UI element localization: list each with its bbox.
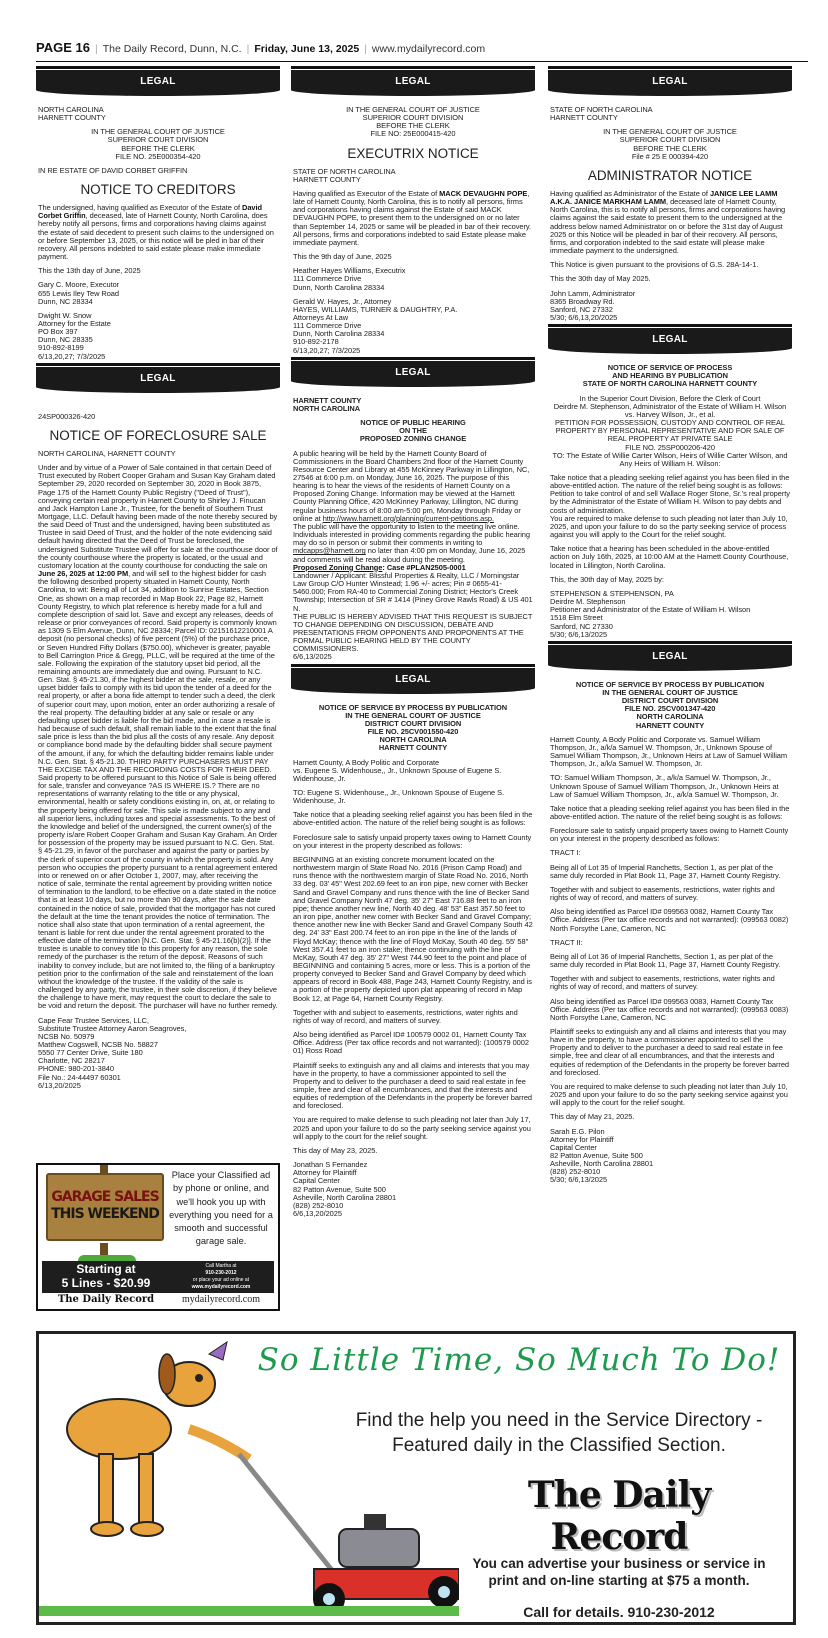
notice-line: BEFORE THE CLERK [376,121,450,131]
notice-pt [550,515,790,539]
notice-line: HARNETT COUNTY [378,743,448,753]
text-segment: BEGINNING at an existing concrete monument located on the northwestern margin of State Road No. 2016 (Prison Camp Road) and runs thence with the northwestern margin of State Road No. 2016, North 33 deg. 03' 45" West 202.69 feet to an iron pipe, new corner with Becker Sand and Gravel Company and runs thence with the line of Becker Sand and Gravel Company North 47 deg. 35' 27" East 716.88 feet to an iron pipe; thence another new line, North 40 deg. 48' 53" East 357.50 feet to an iron pipe, another new corner with Becker Sand and Gravel Company; thence another new line with Becker Sand and Gravel Company South 42 deg. 24' 33" East 200.74 feet to an iron pipe in the line of the lands of Floyd McKay; thence with the line of Floyd McKay, South 40 deg. 55' 58" West 357.41 feet to an iron stake; thence continuing with the line of McKay, South 47 deg. 35' 27" West 744.90 feet to the point and place of BEGINNING and containing 5 acres, more or less. This is a portion of the property conveyed to Becker Sand and Gravel Company by deed which appears of record in Book 488, Page 243, Harnett County Registry, and is a portion of the property depicted upon plat appearing of record in Map Book 12, at Page 64, Harnett County Registry. [293,854,533,1003]
notice-line: 6/13,20,27; 7/3/2025 [293,345,361,355]
notice-bcenter [550,364,790,388]
notice-p [293,1147,533,1155]
service-directory-ad[interactable] [36,1331,796,1625]
executrix-notice [291,106,535,355]
notice-line: Charlotte, NC 28217 [38,1056,105,1066]
paper-name: The Daily Record, Dunn, N.C. [102,43,242,55]
text-segment: Together with and subject to easements, restrictions, water rights and rights of way of record, and matters of survey. [293,1007,518,1025]
text-segment: Foreclosure sale to satisfy unpaid property taxes owing to Harnett County on your interest in the property described as follows: [293,832,532,850]
public-hearing-zoning-notice [291,397,535,662]
issue-date: Friday, June 13, 2025 [254,43,360,55]
notice-line: STATE OF NORTH CAROLINA HARNETT COUNTY [582,379,758,389]
notice-p [550,864,790,880]
notice-line: Sanford, NC 27332 [550,304,613,314]
page-header [36,40,808,56]
text-segment: You are required to make defense to such pleading not later than July 10, 2025 and upon your failure to do so the party seeking service against you will apply to the court for the relief sought. [550,1081,788,1108]
text-segment: This day of May 21, 2025. [550,1112,635,1122]
notice-line: NOTICE OF SERVICE BY PROCESS BY PUBLICATION [575,679,765,689]
notice-p [293,789,533,805]
notice-line: 5/30; 6/6,13,20/2025 [550,312,618,322]
legal-section-header [291,357,535,387]
notice-line: Dwight W. Snow [38,310,92,320]
text-segment: This day of May 23, 2025. [293,1145,378,1155]
text-segment: Foreclosure sale to satisfy unpaid property taxes owing to Harnett County on your interest in the property described as follows: [550,826,789,844]
notice-p [550,849,790,857]
notice-line: NORTH CAROLINA [379,735,447,745]
notice-p [293,190,533,247]
notice-line: DISTRICT COURT DIVISION [621,696,719,706]
notice-line: PHONE: 980-201-3840 [38,1064,114,1074]
notice-line: ON THE [399,426,427,436]
page-number: PAGE 16 [36,40,90,55]
text-segment: Also being identified as Parcel ID# 100579 0002 01, Harnett County Tax Office. Address (Per tax office records and not warranted): (100579 0002 01) Ross Road [293,1030,529,1056]
notice-lines [293,1161,533,1218]
text-segment: Under and by virtue of a Power of Sale contained in that certain Deed of Trust executed by Robert Cooper Graham and Susan Kay Graham dated September 29, 2020 recorded on September 30, 2020 in Book 3875, Page 175 of the Harnett County Public Registry ("Deed of Trust"), conveying certain real property in Harnett County to Shirley J. Finucan and Jack Hampton Lane Jr., Trustee, for the benefit of Southern Trust Mortgage, LLC. Default having been made of the note thereby secured by the said Deed of Trust and the undersigned, having been substituted as Trustee in said Deed of Trust, and the holder of the note evidencing said default having directed that the Deed of Trust be foreclosed, the undersigned Substitute Trustee will offer for sale at the courthouse door of the county courthouse where the property is located, or the usual and customary location at the county courthouse for conducting the sale on [38,463,278,570]
legal-header-label: LEGAL [291,70,535,96]
notice-line: HARNETT COUNTY [293,395,362,405]
legal-header-label: LEGAL [36,70,280,96]
notice-line: STEPHENSON & STEPHENSON, PA [550,588,674,598]
garage-sale-ad[interactable] [36,1163,280,1311]
notice-line: SUPERIOR COURT DIVISION [362,113,464,123]
notice-p [550,827,790,843]
notice-p [550,998,790,1022]
ad-call-text[interactable]: Call for details. 910-230-2012 [523,1604,715,1620]
text-segment: Take notice that a pleading seeking relief against you has been filed in the above-entitled action. The nature of the relief being sought is as follows: [550,803,790,821]
notice-line: NORTH CAROLINA [636,712,704,722]
notice-line: Dunn, North Carolina 28334 [293,282,385,292]
legal-header-label: LEGAL [548,645,792,671]
daily-record-logo: The Daily Record [57,1294,155,1305]
price-line-1: Starting at [76,1262,136,1276]
legal-section-header [36,363,280,393]
separator: | [94,43,98,55]
notice-pc [550,452,790,468]
sign-post [100,1165,108,1173]
separator: | [364,43,367,55]
notice-line: File # 25 E 000394-420 [631,151,709,161]
notice-spacer [38,393,278,407]
notice-p [38,204,278,261]
notice-pt [550,490,790,514]
text-segment: Landowner / Applicant: Blissful Properties & Realty, LLC / Morningstar Law Group C/O Hunter Winstead; 1.96 +/- acres; Pin # 0655-41-5460.000; From RA-40 to Commercial Zoning District; Hector's Creek Township; Intersection of SR # 1414 (Piney Grove Rawls Road) & US 401 N. [293,570,533,613]
text-segment: This the 9th day of June, 2025 [293,252,392,262]
notice-line: 910-892-2178 [293,337,339,347]
notice-line: PROPOSED ZONING CHANGE [359,434,467,444]
legal-header-label: LEGAL [291,668,535,694]
bold-text: David Corbet Griffin [38,203,263,221]
bold-text: Proposed Zoning Change [293,562,383,572]
notice-line: Gerald W. Hayes, Jr., Attorney [293,296,392,306]
notice-line: 910-892-8199 [38,343,84,353]
notice-line: 8365 Broadway Rd. [550,296,615,306]
notice-line: IN RE ESTATE OF DAVID CORBET GRIFFIN [38,165,188,175]
legal-header-label: LEGAL [291,361,535,387]
notice-lines [293,168,533,184]
notice-line: In the Superior Court Division, Before the Clerk of Court [579,393,761,403]
notice-line: NOTICE OF SERVICE BY PROCESS BY PUBLICATION [318,702,508,712]
notice-line: NCSB No. 50979 [38,1031,95,1041]
legal-section-header [291,664,535,694]
text-segment: You are required to make defense to such pleading not later than July 10, 2025, and upon your failure to do so the party seeking service of process against you will apply to the Court for the relief sought. [550,513,788,540]
notice-title: ADMINISTRATOR NOTICE [587,167,753,183]
notice-line: Asheville, North Carolina 28801 [293,1192,397,1202]
text-segment: Deirdre M. Stephenson, Administrator of the Estate of William H. Wilson vs. Harvey Wilson, Jr., et al. [553,401,787,419]
notice-line: John Lamm, Administrator [550,288,636,298]
notice-p [550,774,790,798]
notice-p [293,1031,533,1055]
notice-line: BEFORE THE CLERK [121,143,195,153]
notice-center [550,128,790,161]
text-segment: , late of Harnett County, North Carolina, this is to notify all persons, firms and corporations having claims against the Estate of said MACK DEVAUGHN POPE, to present them to the undersigned on or no later than September 14, 2025 or same will be pleaded in bar of their recovery. All persons, firms and corporations indebted to said Estate please make immediate payment. [293,188,532,247]
notice-line: Substitute Trustee Attorney Aaron Seagroves, [38,1023,187,1033]
notice-line: 111 Commerce Drive [293,274,362,284]
text-segment: 6/6,13/2025 [293,652,332,662]
ad-slogan: So Little Time, So Much To Do! [257,1342,781,1378]
notice-link[interactable]: mdcapps@harnett.org [293,546,366,556]
notice-line: HARNETT COUNTY [550,113,618,123]
text-segment: A public hearing will be held by the Harnett County Board of Commissioners in the Board Chambers 2nd floor of the Harnett County Resource Center and Library at 455 McKinney Parkway in Lillington, NC, 27546 at 6:00 p.m. on Monday, June 16, 2025. The purpose of this hearing is to hear the views of the residents of Harnett County on a Proposed Zoning Change. Information may be viewed at the Harnett County Planning Office, 420 McKinney Parkway, Lillington, NC during regular business hours of 8:00 am-5:00 pm, Monday through Friday or online at [293,448,530,523]
text-segment: Being all of Lot 35 of Imperial Ranchetts, Section 1, as per plat of the same duly recorded in Plat Book 11, Page 37, Harnett County Registry. [550,862,781,880]
text-segment: vs. Eugene S. Widenhouse,, Jr., Unknown Spouse of Eugene S. Widenhouse, Jr. [293,765,502,783]
column-1 [36,64,280,1090]
online-url[interactable]: www.mydailyrecord.com [191,1284,251,1290]
notice-of-service-wilson [548,364,792,639]
legal-header-label: LEGAL [36,367,280,393]
notice-line: Sanford, NC 27330 [550,621,613,631]
bold-text: JANICE LEE LAMM A.K.A. JANICE MARKHAM LAMM [550,188,778,207]
notice-line: 5/30; 6/6,13/2025 [550,629,608,639]
notice-line: Asheville, North Carolina 28801 [550,1159,654,1169]
text-segment: Take notice that a hearing has been scheduled in the above-entitled action on July 16th, 2025, at 10:00 AM at the Harnett County Courthouse, located in Lillington, North Carolina. [550,544,789,570]
notice-lines [38,1017,278,1090]
notice-line: AND HEARING BY PUBLICATION [612,371,728,381]
text-segment: TO: Samuel William Thompson, Jr., a/k/a Samuel W. Thompson, Jr., Unknown Spouse of Samuel William Thompson, Jr., Unknown Heirs at Law of Samuel William Thompson, Jr., a/k/a Samuel W. Thompson, Jr. [550,773,779,799]
notice-line: IN THE GENERAL COURT OF JUSTICE [91,127,225,137]
text-segment: Petition to take control of and sell Wallace Roger Stone, Sr.'s real property by the Administrator of the Estate of William H. Wilson to pay debts and costs of administration. [550,489,790,515]
notice-line: File No.: 24-44497 60301 [38,1072,121,1082]
text-segment: Together with and subject to easements, restrictions, water rights and rights of way of record, and matters of survey. [550,974,775,992]
notice-line: SUPERIOR COURT DIVISION [619,135,721,145]
notice-lines [38,450,278,458]
notice-p [550,908,790,932]
legal-section-header [548,324,792,354]
notice-p [550,736,790,769]
text-segment: Together with and subject to easements, restrictions, water rights and rights of way of record, and matters of survey. [550,884,775,903]
text-segment: This Notice is given pursuant to the provisions of G.S. 28A-14-1. [550,260,759,270]
text-segment: TO: The Estate of Willie Carter Wilson, Heirs of Willie Carter Wilson, and Any Heirs of William H. Wilson: [552,450,788,468]
bold-text: : Case #PLAN2505-0001 [382,562,466,572]
notice-line: (828) 252-8010 [293,1200,344,1210]
notice-line: (828) 252-8010 [550,1167,601,1177]
notice-p [38,464,278,1010]
notice-lines [550,1128,790,1185]
notice-lines [38,312,278,361]
notice-line: Sarah E.G. Pilon [550,1126,605,1136]
notice-line: FILE NO: 25E000415-420 [370,129,456,139]
text-segment: TRACT I: [550,848,581,858]
text-segment: This the 30th day of May 2025. [550,274,651,284]
text-segment: no later than 4:00 pm on Monday, June 16, 2025 and comments will be read aloud during the meeting. [293,546,526,564]
notice-p [550,805,790,821]
site-link[interactable]: www.mydailyrecord.com [371,43,486,55]
notice-line: 6/13,20,27; 7/3/2025 [38,351,106,361]
notice-line: FILE NO. 25CV001550-420 [367,727,459,737]
notice-line: 6/13,20/2025 [38,1080,81,1090]
online-label: or place your ad online at [192,1277,250,1283]
notice-p [293,811,533,827]
notice-line: PO Box 397 [38,327,78,337]
legal-section-header [548,66,792,96]
text-segment: This the 13th day of June, 2025 [38,266,141,276]
notice-line: Capital Center [550,1142,597,1152]
notice-line: HAYES, WILLIAMS, TURNER & DAUGHTRY, P.A. [293,304,458,314]
notice-p [550,975,790,991]
notice-line: Attorney for the Estate [38,318,111,328]
notice-pc [550,403,790,419]
text-segment: , and will sell to the highest bidder for cash the following described property situated in Harnett County, North Carolina, to wit: Being all of Lot 34, addition to Sunrise Estates, Section One, as shown on a map recorded in Map Book 22, Page 82, Harnett County Registry, to which plat reference is hereby made for a full and complete description of said lot. Save and except any releases, deeds of release or prior conveyances of record. Said property is commonly known as 1309 S Elm Avenue, Dunn, NC 28334; Parcel ID: 02151612210001 A deposit (no personal checks) of five percent (5%) of the purchase price, or Seven Hundred Fifty Dollars ($750.00), whichever is greater, payable to Bell Carrington Price & Gregg, PLLC, will be required at the time of the sale. Following the expiration of the statutory upset bid period, all the remaining amounts are immediately due and owing. Pursuant to N.C. Gen. Stat. § 45-21.30, if the highest bidder at the sale, resale, or any upset bidder fails to comply with its bid upon the tender of a deed for the real property, or after a bona fide attempt to tender such a deed, the clerk of superior court may, upon motion, enter an order authorizing a resale of the real property. The defaulting bidder at any sale or resale or any defaulting upset bidder is liable for the bid made, and in case a resale is had because of such default, shall remain liable to the extent that the final sale price is less than the bid plus all the costs of any resale. Any deposit or compliance bond made by the defaulting bidder shall secure payment of the amount, if any, for which the defaulting bidder remains liable under N.C. Gen. Stat. § 45-21.30. THIRD PARTY PURCHASERS MUST PAY THE EXCISE TAX AND THE RECORDING COSTS FOR THEIR DEED. Said property to be offered pursuant to this Notice of Sale is being offered for sale, transfer and conveyance ?AS IS WHERE IS.? There are no representations of warranty relating to the title or any physical, environmental, health or safety conditions existing in, on, at, or relating to the property being offered for sale. This sale is made subject to any and all superior liens, including taxes and special assessments. To the best of the knowledge and belief of the undersigned, the current owner(s) of the property is/are Robert Cooper Graham and Susan Kay Graham. An Order for possession of the property may be issued pursuant to N.C. Gen. Stat. § 45-21.29, in favor of the purchaser and against the party or parties by the clerk of superior court of the county in which the property is sold. Any person who occupies the property pursuant to a rental agreement entered into or renewed on or after October 1, 2007, may, after receiving the notice of sale, terminate the rental agreement by providing written notice of termination to the landlord, to be effective on a date stated in the notice that is at least 10 days, but no more than 90 days, after the sale date contained in the notice of sale, provided that the mortgagor has not cured the default at the time the tenant provides the notice of termination. The notice shall also state that upon termination of a rental agreement, the tenant is liable for rent due under the rental agreement prorated to the effective date of the termination [N.C. Gen. Stat. § 45-21.16(b)(2)]. If the trustee is unable to convey title to this property for any reason, the sole remedy of the purchaser is the return of the deposit. Reasons of such inability to convey include, but are not limited to, the filing of a bankruptcy petition prior to the confirmation of the sale and reinstatement of the loan without the knowledge of the trustee. If the validity of the sale is challenged by any party, the trustee, in their sole discretion, if they believe the challenge to have merit, may request the court to declare the sale to be void and return the deposit. The purchaser will have no further remedy. [38,569,278,1011]
notice-bcenter [293,419,533,443]
notice-line: Dunn, NC 28335 [38,335,93,345]
notice-p [293,856,533,1003]
notice-line: FILE NO. 25E000354-420 [115,151,201,161]
notice-pt [293,572,533,613]
text-segment: FILE NO. 25SP000206-420 [625,442,715,452]
contact-text [170,1263,272,1291]
text-segment: This, the 30th day of May, 2025 by: [550,574,664,584]
notice-p [550,275,790,283]
notice-bcenter [550,681,790,730]
notice-p [38,267,278,275]
notice-link[interactable]: http://www.harnett.org/planning/current-petitions.asp. [322,513,495,523]
notice-line: 111 Commerce Drive [293,321,362,331]
notice-line: Dunn, NC 28334 [38,296,93,306]
ad-advertise-text: You can advertise your business or service in print and on-line starting at $75 a month. [472,1556,766,1588]
notice-lines [550,106,790,122]
notice-p [293,253,533,261]
notice-line: NOTICE OF SERVICE OF PROCESS [607,363,733,373]
notice-lines [293,267,533,291]
notice-p [550,190,790,255]
column-2 [291,64,535,1218]
text-segment: , deceased, late of Harnett County, North Carolina, does hereby notify all persons, firms and corporations having claims against the estate of said decedent to present such claims to the undersigned on or before September 13, 2025, or this notice will be pled in bar of their recovery. All persons indebted to said estate please make immediate payment. [38,211,274,262]
notice-line: NORTH CAROLINA, HARNETT COUNTY [38,448,176,458]
notice-line: 655 Lewis Iley Tew Road [38,288,119,298]
text-segment: TO: Eugene S. Widenhouse,, Jr., Unknown Spouse of Eugene S. Widenhouse, Jr. [293,788,505,806]
bold-text: MACK DEVAUGHN POPE [439,188,528,198]
administrator-notice [548,106,792,322]
notice-lines [38,106,278,122]
text-segment: THE PUBLIC IS HEREBY ADVISED THAT THIS REQUEST IS SUBJECT TO CHANGE DEPENDING ON DISCUSSION, DEBATE AND PRESENTATIONS FROM OPPONENTS AND PROPONENTS AT THE FORMAL PUBLIC HEARING HELD BY THE COUNTY COMMISSIONERS. [293,611,533,654]
text-segment: Plaintiff seeks to extinguish any and all claims and interests that you may have in the property, to have a commissioner appointed to sell the Property and to deliver to the purchaser a deed to said real estate in fee simple, free and clear of all encumbrances, and that the interests and equities of redemption of the Defendants in the property be forever barred and foreclosed. [550,1026,789,1077]
legal-header-label: LEGAL [548,328,792,354]
notice-line: STATE OF NORTH CAROLINA [293,166,396,176]
daily-record-logo: The Daily Record [527,1474,711,1558]
notice-pt [293,767,533,783]
notice-title: NOTICE OF FORECLOSURE SALE [49,427,267,443]
text-segment: Also being identified as Parcel ID# 099563 0083, Harnett County Tax Office. Address (Per tax office records and not warranted): (099563 0083) North Forsythe Lane, Cameron, NC [550,996,789,1022]
notice-line: HARNETT COUNTY [635,720,705,730]
notice-pt [293,613,533,654]
notice-line: Attorney for Plaintiff [550,1134,614,1144]
notice-line: HARNETT COUNTY [293,174,361,184]
notice-lines [38,281,278,305]
notice-line: Jonathan S Fernandez [293,1160,368,1170]
notice-line: Gary C. Moore, Executor [38,280,120,290]
legal-section-header [36,66,280,96]
notice-line: Capital Center [293,1176,340,1186]
call-label: Call Martha at [205,1263,237,1269]
notice-line: FILE NO. 25CV001347-420 [624,704,716,714]
notice-line: IN THE GENERAL COURT OF JUSTICE [602,687,738,697]
notice-lines [38,167,278,175]
text-segment: Take notice that a pleading seeking relief against you has been filed in the above-entitled action. The nature of the relief being sought is as follows: [550,473,790,491]
notice-lines [550,290,790,323]
notice-line: 5550 77 Center Drive, Suite 180 [38,1048,143,1058]
text-segment: The public will have the opportunity to listen to the meeting live online. Individuals interested in providing comments regarding the public hearing may do so in person or submit their comments in writing to [293,521,530,548]
notice-p [550,261,790,269]
price-line-2: 5 Lines - $20.99 [61,1276,151,1290]
notice-p [550,886,790,902]
notice-line: Deirdre M. Stephenson [550,597,626,607]
text-segment: Plaintiff seeks to extinguish any and all claims and interests that you may have in the property, to have a commissioner appointed to sell the Property and to deliver to the purchaser a deed to said real estate in fee simple, free and clear of all encumbrances, and that the interests and equities of redemption of the Defendants in the property be forever barred and foreclosed. [293,1060,532,1111]
notice-title: NOTICE TO CREDITORS [80,182,236,198]
site-link[interactable]: mydailyrecord.com [181,1294,261,1305]
notice-lines [550,590,790,639]
sign-line-1: GARAGE SALES [51,1189,159,1205]
notice-title: EXECUTRIX NOTICE [347,145,479,161]
notice-p [293,1116,533,1140]
separator: | [246,43,250,55]
notice-line: NORTH CAROLINA [38,105,104,114]
garage-ad-body: Place your Classified ad by phone or online, and we'll hook you up with everything you need for a smooth and successful garage sale. [169,1170,273,1247]
notice-line: SUPERIOR COURT DIVISION [107,135,209,145]
notice-line: BEFORE THE CLERK [633,143,707,153]
call-phone[interactable]: 910-230-2012 [205,1270,237,1276]
notice-p [293,834,533,850]
price-text [46,1262,166,1290]
legal-section-header [291,66,535,96]
text-segment: PETITION FOR POSSESSION, CUSTODY AND CONTROL OF REAL PROPERTY BY PERSONAL REPRESENTATIVE AND FOR SALE OF REAL PROPERTY AT PRIVATE SALE [555,418,785,444]
notice-p [550,1028,790,1077]
notice-line: 1518 Elm Street [550,613,603,623]
notice-line: 5/30; 6/6,13/2025 [550,1175,608,1185]
notice-line: Matthew Cogswell, NCSB No. 58827 [38,1040,158,1049]
notice-p [550,1113,790,1121]
text-segment: Having qualified as Administrator of the Estate of [550,188,710,198]
notice-line: 24SP000326-420 [38,411,96,421]
header-rule [36,61,808,62]
text-segment: Also being identified as Parcel ID# 099563 0082, Harnett County Tax Office. Address (Per tax office records and not warranted): (099563 0082) North Forsythe Lane, Cameron, NC [550,907,789,933]
notice-line: Dunn, North Carolina 28334 [293,329,385,339]
notice-line: Heather Hayes Williams, Executrix [293,266,406,276]
text-segment: Take notice that a pleading seeking relief against you has been filed in the above-entitled action. The nature of the relief being sought is as follows: [293,810,533,828]
notice-p [293,1009,533,1025]
notice-line: STATE OF NORTH CAROLINA [550,105,653,114]
sign-line-2: THIS WEEKEND [51,1206,159,1222]
notice-p [550,939,790,947]
text-segment: Harnett County, A Body Politic and Corporate [293,757,440,767]
notice-p [550,474,790,490]
text-segment: Harnett County, A Body Politic and Corporate vs. Samuel William Thompson, Jr., a/k/a Samuel W. Thompson, Jr., Unknown Spouse of Samuel William Thompson, Jr., Unknown Heirs at Law of Samuel William Thompson, Jr., a/k/a Samuel W. Thompson, Jr. [550,734,788,769]
notice-line: 82 Patton Avenue, Suite 500 [293,1184,386,1194]
text-segment: Being all of Lot 36 of Imperial Ranchetts, Section 1, as per plat of the same duly recorded in Plat Book 11, Page 37, Harnett County Registry. [550,951,781,970]
notice-p [550,576,790,584]
text-segment: , deceased late of Harnett County, North Carolina, this is to notify all persons, firms and corporations having claims against the said estate to present them to the undersigned at the address below named Administrator on or before the 31st day of August 2025 or this Notice will be pleaded in bar of their recovery. All persons, firms, and corporation indebted to the said estate will please make immediate payment to the undersigned. [550,197,786,256]
notice-pt [293,523,533,564]
notice-p [293,1062,533,1111]
ad-find-text: Find the help you need in the Service Directory - Featured daily in the Classified Section. [355,1410,763,1456]
text-segment: The undersigned, having qualified as Executor of the Estate of [38,203,242,213]
notice-line: IN THE GENERAL COURT OF JUSTICE [345,710,481,720]
notice-lines [293,298,533,355]
notice-lines [38,413,278,421]
notice-p [293,450,533,523]
column-3 [548,64,792,1185]
notice-line: HARNETT COUNTY [38,113,106,123]
notice-to-creditors [36,106,280,361]
notice-pc [550,419,790,443]
notice-bleft [293,397,533,413]
notice-line: Cape Fear Trustee Services, LLC, [38,1015,149,1025]
text-segment: Having qualified as Executor of the Estate of [293,188,440,198]
notice-bcenter [293,704,533,753]
notice-line: Attorneys At Law [293,312,349,322]
notice-line: NORTH CAROLINA [293,403,361,413]
notice-center [38,128,278,161]
notice-line: 6/6,13,20/2025 [293,1209,342,1219]
notice-p [550,1083,790,1107]
notice-line: 82 Patton Avenue, Suite 500 [550,1151,643,1160]
text-segment: You are required to make defense to such pleading not later than July 17, 2025 and upon your failure to do so the party seeking service against you will apply to the court for the relief sought. [293,1115,531,1141]
garage-ad-price-band [42,1261,274,1293]
notice-pt [293,653,533,661]
notice-p [550,545,790,569]
legal-header-label: LEGAL [548,70,792,96]
notice-line: DISTRICT COURT DIVISION [364,718,462,728]
garage-sale-sign [46,1173,164,1241]
notice-line: NOTICE OF PUBLIC HEARING [360,418,466,428]
notice-p [550,953,790,969]
legal-section-header [548,641,792,671]
notice-line: Attorney for Plaintiff [293,1168,357,1178]
notice-of-service-thompson [548,681,792,1185]
bold-text: June 26, 2025 at 12:00 PM [38,569,129,579]
notice-of-foreclosure-sale [36,393,280,1090]
notice-line: Petitioner and Administrator of the Estate of William H. Wilson [550,605,751,615]
notice-line: IN THE GENERAL COURT OF JUSTICE [346,105,480,114]
dog-icon [67,1342,249,1536]
text-segment: TRACT II: [550,937,583,947]
notice-line: IN THE GENERAL COURT OF JUSTICE [603,127,737,137]
notice-of-service-widenhouse [291,704,535,1219]
notice-center [293,106,533,139]
